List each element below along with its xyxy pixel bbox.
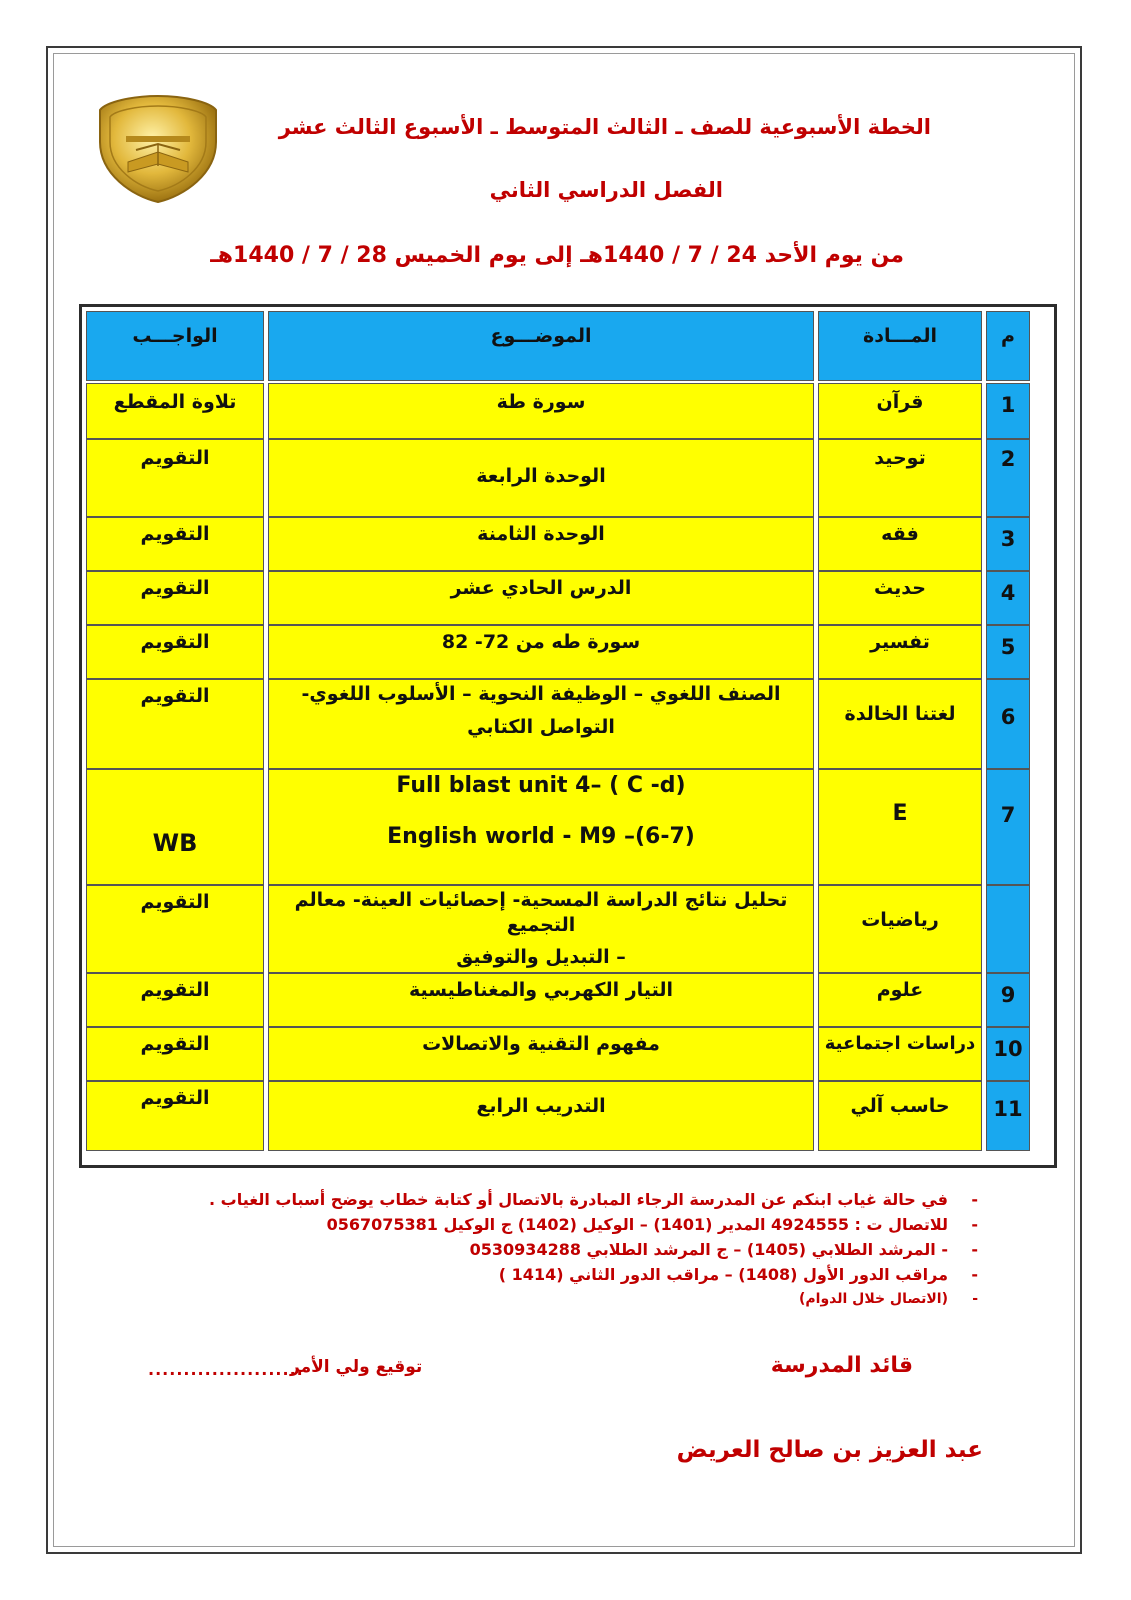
row-11-subject: حاسب آلي [818,1081,982,1151]
row-11-topic: التدريب الرابع [268,1081,814,1151]
guardian-signature-line: ...................... [148,1360,304,1379]
row-7-number: 7 [986,769,1030,885]
row-6-topic-line1: الصنف اللغوي – الوظيفة النحوية – الأسلوب اللغوي- [301,683,781,705]
row-3-topic: الوحدة الثامنة [268,517,814,571]
row-10-number: 10 [986,1027,1030,1081]
row-10-subject: دراسات اجتماعية [818,1027,982,1081]
row-10-homework: التقويم [86,1027,264,1081]
row-8-topic-line1: تحليل نتائج الدراسة المسحية- إحصائيات العينة- معالم التجميع [294,889,788,936]
row-10-topic: مفهوم التقنية والاتصالات [268,1027,814,1081]
row-2-topic: الوحدة الرابعة [268,439,814,517]
row-11-number: 11 [986,1081,1030,1151]
row-9-homework: التقويم [86,973,264,1027]
row-9-topic: التيار الكهربي والمغناطيسية [268,973,814,1027]
header-topic: الموضـــوع [268,311,814,381]
school-crest-logo [92,92,224,204]
row-7-topic-line2: English world - M9 –(6-7) [387,823,695,849]
row-2-homework: التقويم [86,439,264,517]
row-6-subject: لغتنا الخالدة [818,679,982,769]
guardian-signature-label: توقيع ولي الأمر [290,1357,423,1377]
row-3-subject: فقه [818,517,982,571]
row-5-subject: تفسير [818,625,982,679]
row-4-topic: الدرس الحادي عشر [268,571,814,625]
row-11-homework: التقويم [86,1081,264,1151]
row-4-homework: التقويم [86,571,264,625]
row-2-subject: توحيد [818,439,982,517]
row-1-number: 1 [986,383,1030,439]
row-8-homework: التقويم [86,885,264,973]
row-6-topic-line2: التواصل الكتابي [467,715,615,738]
row-8-topic [268,885,814,973]
row-5-topic: سورة طه من 72- 82 [268,625,814,679]
footnote-contact: - للاتصال ت : 4924555 المدير (1401) – الوكيل (1402) ج الوكيل 0567075381 [326,1215,978,1234]
header-homework: الواجـــب [86,311,264,381]
date-range: من يوم الأحد 24 / 7 / 1440هـ إلى يوم الخميس 28 / 7 / 1440هـ [210,243,904,268]
row-1-topic: سورة طة [268,383,814,439]
footnote-absence: - في حالة غياب ابنكم عن المدرسة الرجاء المبادرة بالاتصال أو كتابة خطاب يوضح أسباب الغياب . [209,1190,978,1209]
row-8-subject: رياضيات [818,885,982,973]
header-index: م [986,311,1030,381]
footnote-counselor: - - المرشد الطلابي (1405) – ج المرشد الطلابي 0530934288 [469,1240,978,1259]
weekly-plan-table [79,304,1057,1168]
footnote-supervisors: - مراقب الدور الأول (1408) – مراقب الدور الثاني (1414 ) [498,1265,978,1284]
row-8-topic-line2: – التبديل والتوفيق [456,946,626,969]
principal-label: قائد المدرسة [770,1353,913,1378]
row-6-homework: التقويم [86,679,264,769]
row-1-homework: تلاوة المقطع [86,383,264,439]
row-7-topic [268,769,814,885]
row-7-subject: E [818,769,982,885]
row-4-number: 4 [986,571,1030,625]
row-7-homework: WB [86,769,264,885]
row-2-number: 2 [986,439,1030,517]
row-9-subject: علوم [818,973,982,1027]
plan-title: الخطة الأسبوعية للصف ـ الثالث المتوسط ـ الأسبوع الثالث عشر [278,115,931,139]
semester-title: الفصل الدراسي الثاني [489,178,723,202]
footnote-hours: - (الاتصال خلال الدوام) [799,1291,978,1307]
row-5-number: 5 [986,625,1030,679]
footnotes [209,1187,978,1312]
row-1-subject: قرآن [818,383,982,439]
row-7-topic-line1: Full blast unit 4– ( C -d) [396,773,686,798]
row-8-number [986,885,1030,973]
row-4-subject: حديث [818,571,982,625]
row-3-homework: التقويم [86,517,264,571]
row-6-number: 6 [986,679,1030,769]
row-9-number: 9 [986,973,1030,1027]
row-5-homework: التقويم [86,625,264,679]
header-subject: المـــادة [818,311,982,381]
principal-name: عبد العزيز بن صالح العريض [676,1437,983,1463]
row-6-topic [268,679,814,769]
row-3-number: 3 [986,517,1030,571]
